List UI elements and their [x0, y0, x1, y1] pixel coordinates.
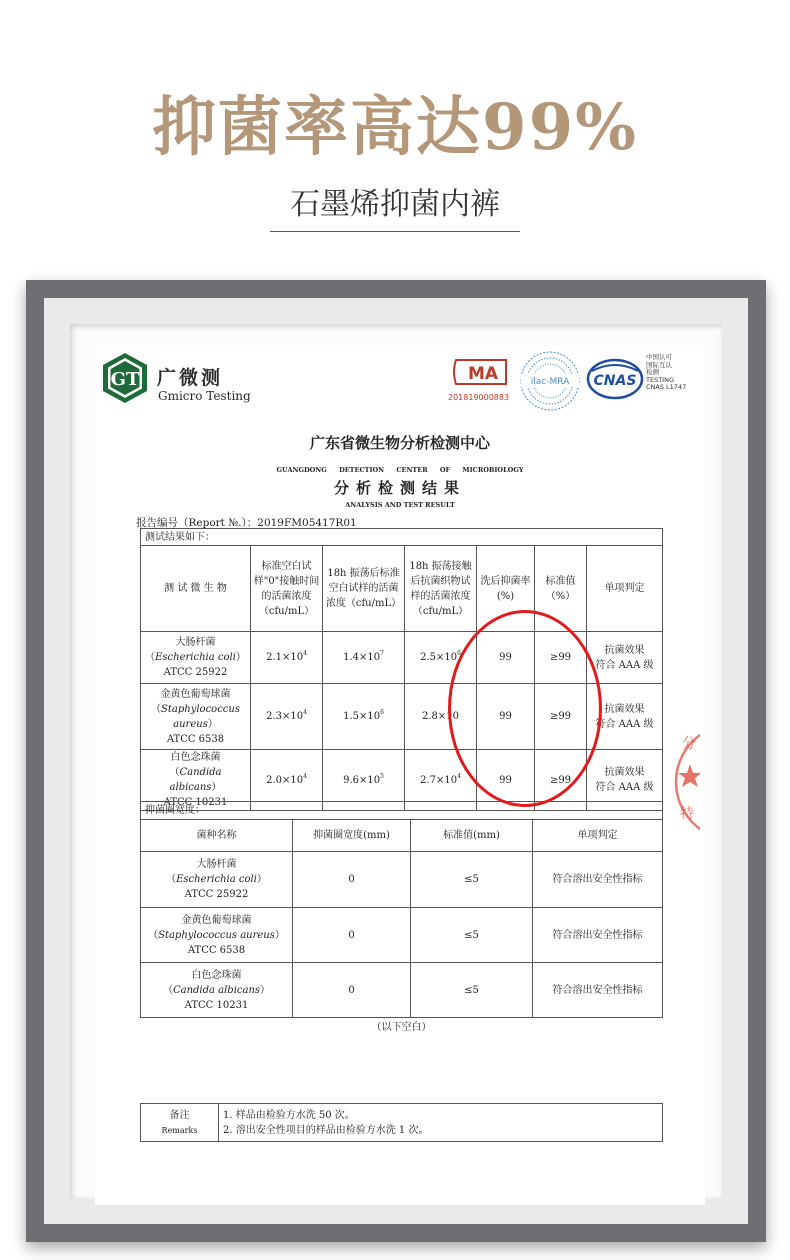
- table-row: 白色念珠菌 （Candida albicans） ATCC 10231 0 ≤5 符合溶出安全性指标: [141, 963, 663, 1018]
- logo-name-en: Gmicro Testing: [158, 389, 251, 403]
- section-label: 测试结果如下：: [141, 529, 663, 546]
- svg-text:特: 特: [680, 806, 694, 822]
- header-width: 抑菌圈宽度(mm): [293, 820, 411, 852]
- remark-line: 1. 样品由检验方水洗 50 次。: [223, 1109, 355, 1121]
- headline: 抑菌率高达99%: [152, 90, 638, 165]
- svg-text:ilac-MRA: ilac-MRA: [530, 377, 570, 387]
- header-judgement: 单项判定: [533, 820, 663, 852]
- remarks-label-cn: 备注: [169, 1109, 190, 1121]
- inhibition-zone-table: [140, 801, 663, 1038]
- remarks-label-en: Remarks: [161, 1125, 198, 1135]
- svg-text:分: 分: [682, 736, 696, 752]
- header-blank-18h: 18h 振荡后标准空白试样的活菌浓度（cfu/mL）: [323, 546, 405, 632]
- svg-text:GT: GT: [110, 369, 140, 390]
- header-standard: 标准值(mm): [411, 820, 533, 852]
- highlight-circle: [448, 610, 602, 807]
- result-title-cn: 分析检测结果: [333, 479, 466, 497]
- header-microbe: 测 试 微 生 物: [141, 546, 251, 632]
- header-judgement: 单项判定: [587, 546, 663, 632]
- report-number: 报告编号（Report №.）：2019FM05417R01: [136, 517, 357, 529]
- cma-mark-icon: [452, 356, 510, 388]
- table-row: 金黄色葡萄球菌 （Staphylococcus aureus） ATCC 6538 0 ≤5 符合溶出安全性指标: [141, 908, 663, 963]
- header-blank: 标准空白试样"0"接触时间的活菌浓度（cfu/mL）: [251, 546, 323, 632]
- center-name-en: GUANGDONG DETECTION CENTER OF MICROBIOLOGY: [276, 466, 524, 474]
- table-row: 白色念珠菌 （Candida albicans） ATCC 10231 $2.0\times 10^4$ $9.6\times 10^5$ $2.7\times 10^4$ 99 ≥99 抗菌效果 符合 AAA 级: [141, 750, 663, 811]
- cnas-logo-icon: [586, 357, 644, 401]
- header-sample-18h: 18h 振荡接触后抗菌织物试样的活菌浓度（cfu/mL）: [405, 546, 477, 632]
- svg-text:CNAS: CNAS: [593, 373, 637, 389]
- header-rate: 洗后抑菌率(%): [477, 546, 535, 632]
- header-standard: 标准值（%）: [535, 546, 587, 632]
- section-label: 抑菌圈宽度：: [141, 802, 663, 820]
- ilac-mra-logo-icon: [519, 350, 581, 412]
- table-row: 大肠杆菌 （Escherichia coli） ATCC 25922 0 ≤5 符合溶出安全性指标: [141, 852, 663, 908]
- table-row: 金黄色葡萄球菌 （Staphylococcus aureus） ATCC 6538 $2.3\times 10^4$ $1.5\times 10^6$ 2.8×10 99 ≥99 抗菌效果 符合 AAA 级: [141, 684, 663, 750]
- logo-name-cn: 广微测: [157, 367, 224, 389]
- subheadline: 石墨烯抑菌内裤: [270, 183, 520, 232]
- cnas-note: 中国认可 国际互认 检测 TESTING CNAS L1747: [646, 353, 687, 391]
- result-title-en: ANALYSIS AND TEST RESULT: [345, 501, 455, 509]
- blank-below-note: （以下空白）: [141, 1018, 663, 1038]
- svg-text:MA: MA: [467, 364, 499, 384]
- gmicro-logo-icon: [101, 352, 149, 404]
- table-row: 大肠杆菌 （Escherichia coli） ATCC 25922 $2.1\times 10^4$ $1.4\times 10^7$ $2.5\times 10^6$ 99 ≥99 抗菌效果 符合 AAA 级: [141, 632, 663, 684]
- header-species: 菌种名称: [141, 820, 293, 852]
- center-name-cn: 广东省微生物分析检测中心: [309, 434, 490, 452]
- remark-line: 2. 溶出安全性项目的样品由检验方水洗 1 次。: [223, 1124, 429, 1136]
- cma-number: 201819000883: [448, 393, 510, 402]
- official-stamp-icon: [672, 712, 700, 852]
- remarks-table: [140, 1103, 663, 1142]
